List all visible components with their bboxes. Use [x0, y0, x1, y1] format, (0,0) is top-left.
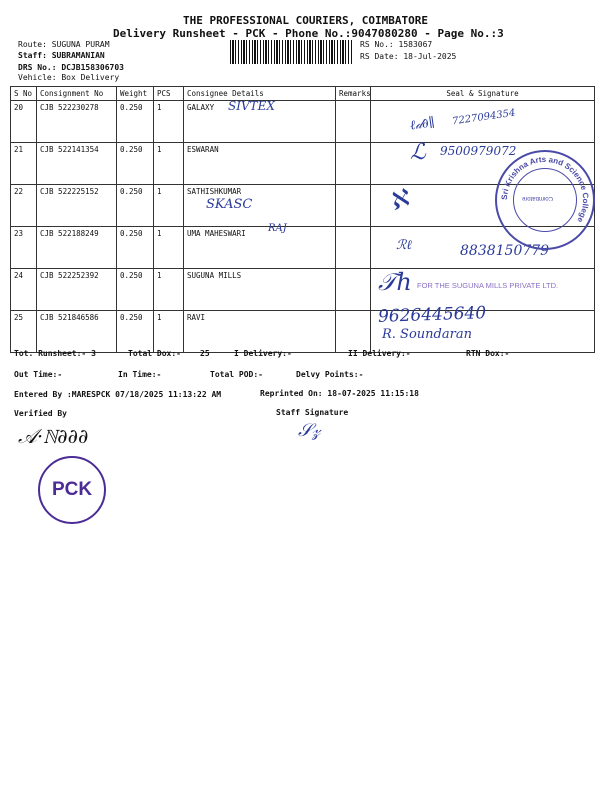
row-consignment: CJB 522141354: [37, 143, 117, 185]
tot-runsheet: Tot. Runsheet:- 3: [14, 349, 96, 358]
col-seal-signature: Seal & Signature: [371, 87, 595, 101]
vehicle-label: Vehicle: Box Delivery: [18, 73, 120, 82]
handwritten-phone-galaxy: 7227094354: [451, 107, 517, 128]
signature-uma: ℛℓ: [396, 238, 412, 253]
handwritten-phone-ravi: 9626445640: [377, 303, 487, 327]
handwritten-note-galaxy: SIVTEX: [228, 99, 275, 113]
pck-stamp: PCK: [38, 456, 106, 524]
row-pcs: 1: [154, 311, 184, 353]
staff-signature-label: Staff Signature: [276, 408, 349, 417]
row-remarks: [336, 311, 371, 353]
row-sno: 23: [11, 227, 37, 269]
row-remarks: [336, 269, 371, 311]
row-sno: 24: [11, 269, 37, 311]
handwritten-phone-uma: 8838150779: [460, 243, 550, 259]
total-pod: Total POD:-: [210, 370, 263, 379]
row-sno: 25: [11, 311, 37, 353]
signature-galaxy: ℓ𝒹∂∥: [409, 115, 436, 134]
row-weight: 0.250: [117, 185, 154, 227]
college-stamp-city: Coimbatore: [522, 195, 554, 201]
row-consignee: SATHISHKUMAR: [184, 185, 336, 227]
entered-by: Entered By :MARESPCK 07/18/2025 11:13:22 AM: [14, 390, 222, 399]
row-consignee: GALAXY: [184, 101, 336, 143]
company-title: THE PROFESSIONAL COURIERS, COIMBATORE: [183, 14, 429, 27]
row-sno: 20: [11, 101, 37, 143]
runsheet-subtitle: Delivery Runsheet - PCK - Phone No.:9047080280 - Page No.:3: [113, 27, 504, 40]
handwritten-phone-eswaran: 9500979072: [440, 144, 517, 158]
row-pcs: 1: [154, 227, 184, 269]
row-pcs: 1: [154, 101, 184, 143]
i-delivery: I Delivery:-: [234, 349, 292, 358]
col-consignment: Consignment No: [37, 87, 117, 101]
college-stamp: [495, 150, 595, 250]
col-consignee: Consignee Details: [184, 87, 336, 101]
staff-label: Staff: SUBRAMANIAN: [18, 51, 105, 60]
out-time: Out Time:-: [14, 370, 63, 379]
ii-delivery: II Delivery:-: [348, 349, 411, 358]
row-sno: 22: [11, 185, 37, 227]
total-dox-label: Total Dox:-: [128, 349, 181, 358]
route-label: Route: SUGUNA PURAM: [18, 40, 110, 49]
row-consignment: CJB 522225152: [37, 185, 117, 227]
signature-sathish: ℵ: [385, 183, 413, 217]
table-row: [11, 311, 595, 353]
handwritten-note-sathish: SKASC: [206, 197, 253, 212]
row-pcs: 1: [154, 185, 184, 227]
row-consignee: SUGUNA MILLS: [184, 269, 336, 311]
row-consignee: ESWARAN: [184, 143, 336, 185]
row-consignment: CJB 522230278: [37, 101, 117, 143]
table-row: [11, 101, 595, 143]
total-dox-value: 25: [200, 349, 210, 358]
table-header-row: [11, 87, 595, 101]
handwritten-note-uma: RAJ: [268, 223, 287, 234]
rtn-dox: RTN Dox:-: [466, 349, 510, 358]
col-weight: Weight: [117, 87, 154, 101]
stamp-suguna-mills: FOR THE SUGUNA MILLS PRIVATE LTD.: [417, 281, 559, 290]
barcode: [230, 40, 352, 64]
signature-eswaran: ℒ: [410, 140, 426, 165]
row-consignment: CJB 521846586: [37, 311, 117, 353]
col-remarks: Remarks: [336, 87, 371, 101]
col-pcs: PCS: [154, 87, 184, 101]
row-weight: 0.250: [117, 227, 154, 269]
row-remarks: [336, 185, 371, 227]
in-time: In Time:-: [118, 370, 162, 379]
drs-number: DRS No.: DCJB158306703: [18, 63, 124, 72]
rs-number: RS No.: 1583067: [360, 40, 433, 49]
row-consignment: CJB 522252392: [37, 269, 117, 311]
delvy-points: Delvy Points:-: [296, 370, 364, 379]
row-sno: 21: [11, 143, 37, 185]
verified-by: Verified By: [14, 409, 67, 418]
row-pcs: 1: [154, 269, 184, 311]
col-sno: S No: [11, 87, 37, 101]
row-consignment: CJB 522188249: [37, 227, 117, 269]
verifier-signature: 𝒜·ℕ∂∂∂: [18, 424, 89, 448]
reprinted-on: Reprinted On: 18-07-2025 11:15:18: [260, 389, 419, 398]
row-weight: 0.250: [117, 269, 154, 311]
handwritten-name-ravi: R. Soundaran: [382, 327, 472, 342]
row-consignee: UMA MAHESWARI: [184, 227, 336, 269]
row-remarks: [336, 227, 371, 269]
signature-suguna-mills: 𝒯ℎ: [378, 268, 412, 296]
row-remarks: [336, 143, 371, 185]
row-remarks: [336, 101, 371, 143]
row-weight: 0.250: [117, 143, 154, 185]
row-weight: 0.250: [117, 101, 154, 143]
rs-date: RS Date: 18-Jul-2025: [360, 52, 457, 61]
row-weight: 0.250: [117, 311, 154, 353]
row-consignee: RAVI: [184, 311, 336, 353]
college-stamp-inner: [513, 168, 577, 232]
row-pcs: 1: [154, 143, 184, 185]
staff-signature: 𝒮𝓏: [298, 420, 321, 441]
college-stamp-text: Sri Krishna Arts and Science College: [499, 154, 591, 225]
